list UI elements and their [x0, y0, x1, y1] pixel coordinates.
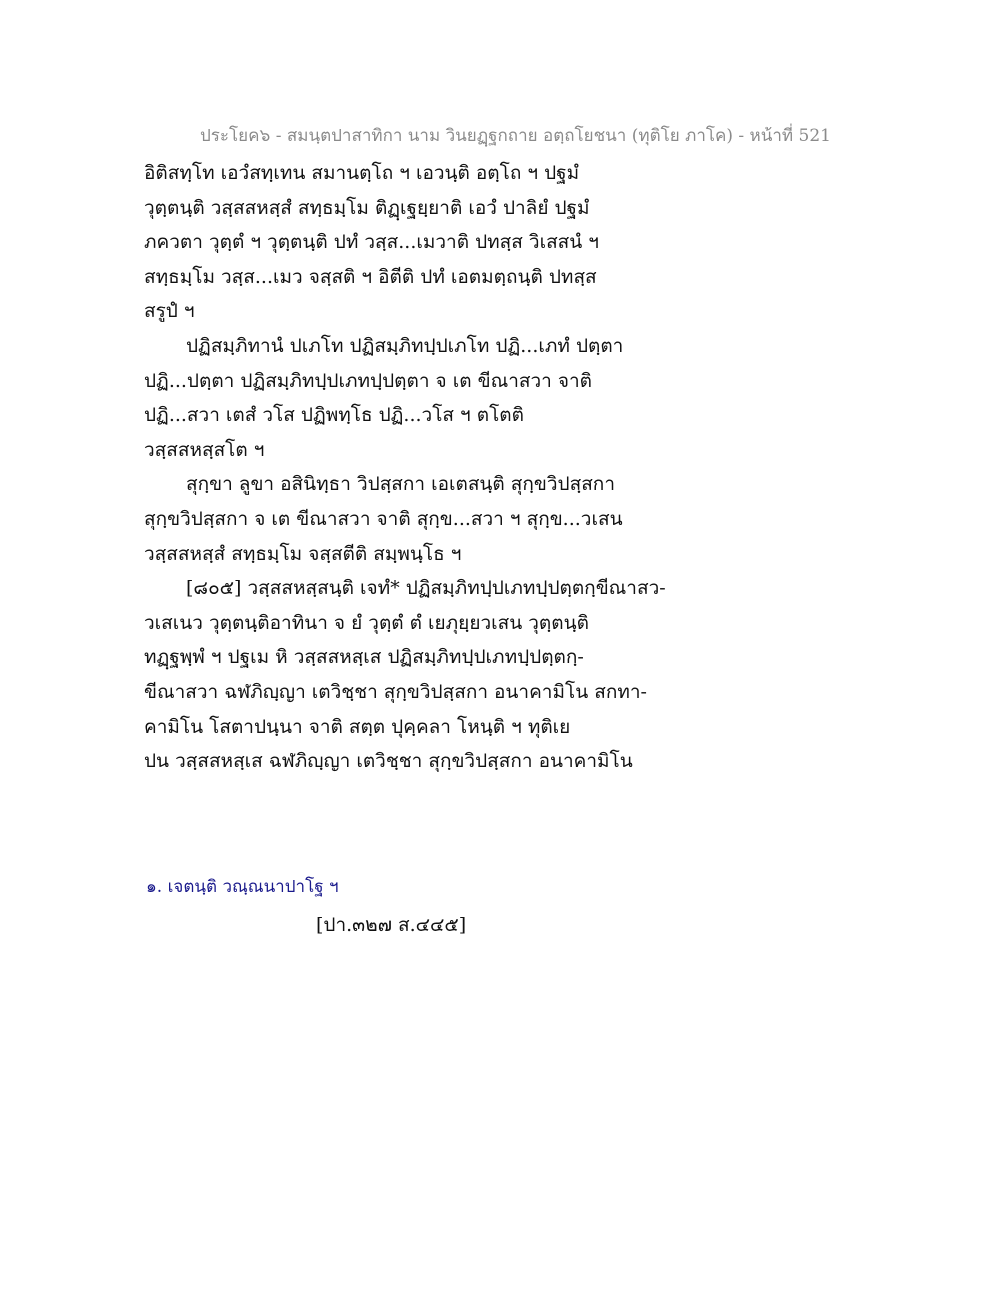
text-line: ปฏิสมฺภิทานํ ปเภโท ปฏิสมฺภิทปฺปเภโท ปฏิ...เภทํ ปตฺตา [186, 334, 624, 357]
text-line: [๘๐๕] วสฺสสหสฺสนฺติ เจทํ* ปฏิสมฺภิทปฺปเภทปฺปตฺตกฺขีณาสว- [186, 577, 666, 600]
text-line: วสฺสสหสฺสโต ฯ [144, 438, 265, 461]
page-header: ประโยค๖ - สมนฺตปาสาทิกา นาม วินยฏฺฐกถาย อตฺถโยชนา (ทุติโย ภาโค) - หน้าที่ 521 [200, 126, 831, 146]
page-reference: [ปา.๓๒๗ ส.๔๔๕] [316, 914, 467, 936]
text-line: สทฺธมฺโม วสฺส...เมว จสฺสติ ฯ อิตีติ ปทํ เอตมตฺถนฺติ ปทสฺส [144, 265, 597, 288]
footnote: ๑. เจตนฺติ วณฺณนาปาโฐ ฯ [146, 877, 339, 897]
text-line: ปน วสฺสสหสฺเส ฉฬภิญฺญา เตวิชฺชา สุกฺขวิปสฺสกา อนาคามิโน [144, 750, 633, 773]
body-text [144, 156, 704, 779]
text-line: ปฏิ...สวา เตสํ วโส ปฏิพทฺโธ ปฏิ...วโส ฯ ตโตติ [144, 404, 524, 427]
text-line: สุกฺขวิปสฺสกา จ เต ขีณาสวา จาติ สุกฺข...สวา ฯ สุกฺข...วเสน [144, 507, 623, 530]
text-line: อิติสทฺโท เอวํสทฺเทน สมานตฺโถ ฯ เอวนฺติ อตฺโถ ฯ ปฐมํ [144, 162, 580, 184]
text-line: สรูปํ ฯ [144, 300, 195, 323]
text-line: ปฏิ...ปตฺตา ปฏิสมฺภิทปฺปเภทปฺปตฺตา จ เต ขีณาสวา จาติ [144, 369, 592, 392]
text-line: วสฺสสหสฺสํ สทฺธมฺโม จสฺสตีติ สมฺพนฺโธ ฯ [144, 542, 462, 565]
text-line: ทฏฺฐพฺพํ ฯ ปฐเม หิ วสฺสสหสฺเส ปฏิสมฺภิทปฺปเภทปฺปตฺตกฺ- [144, 646, 584, 669]
text-line: วเสเนว วุตฺตนฺติอาทินา จ ยํ วุตฺตํ ตํ เยภุยฺยวเสน วุตฺตนฺติ [144, 611, 589, 634]
text-line: คามิโน โสตาปนฺนา จาติ สตฺต ปุคฺคลา โหนฺติ ฯ ทุติเย [144, 715, 571, 738]
text-line: สุกฺขา ลูขา อสินิทฺธา วิปสฺสกา เอเตสนฺติ สุกฺขวิปสฺสกา [186, 473, 615, 496]
text-line: ขีณาสวา ฉฬภิญฺญา เตวิชฺชา สุกฺขวิปสฺสกา อนาคามิโน สกทา- [144, 680, 647, 703]
text-line: ภควตา วุตฺตํ ฯ วุตฺตนฺติ ปทํ วสฺส...เมวาติ ปทสฺส วิเสสนํ ฯ [144, 231, 599, 254]
text-line: วุตฺตนฺติ วสฺสสหสฺสํ สทฺธมฺโม ติฏฺเฐยฺยาติ เอวํ ปาลิยํ ปฐมํ [144, 196, 590, 219]
